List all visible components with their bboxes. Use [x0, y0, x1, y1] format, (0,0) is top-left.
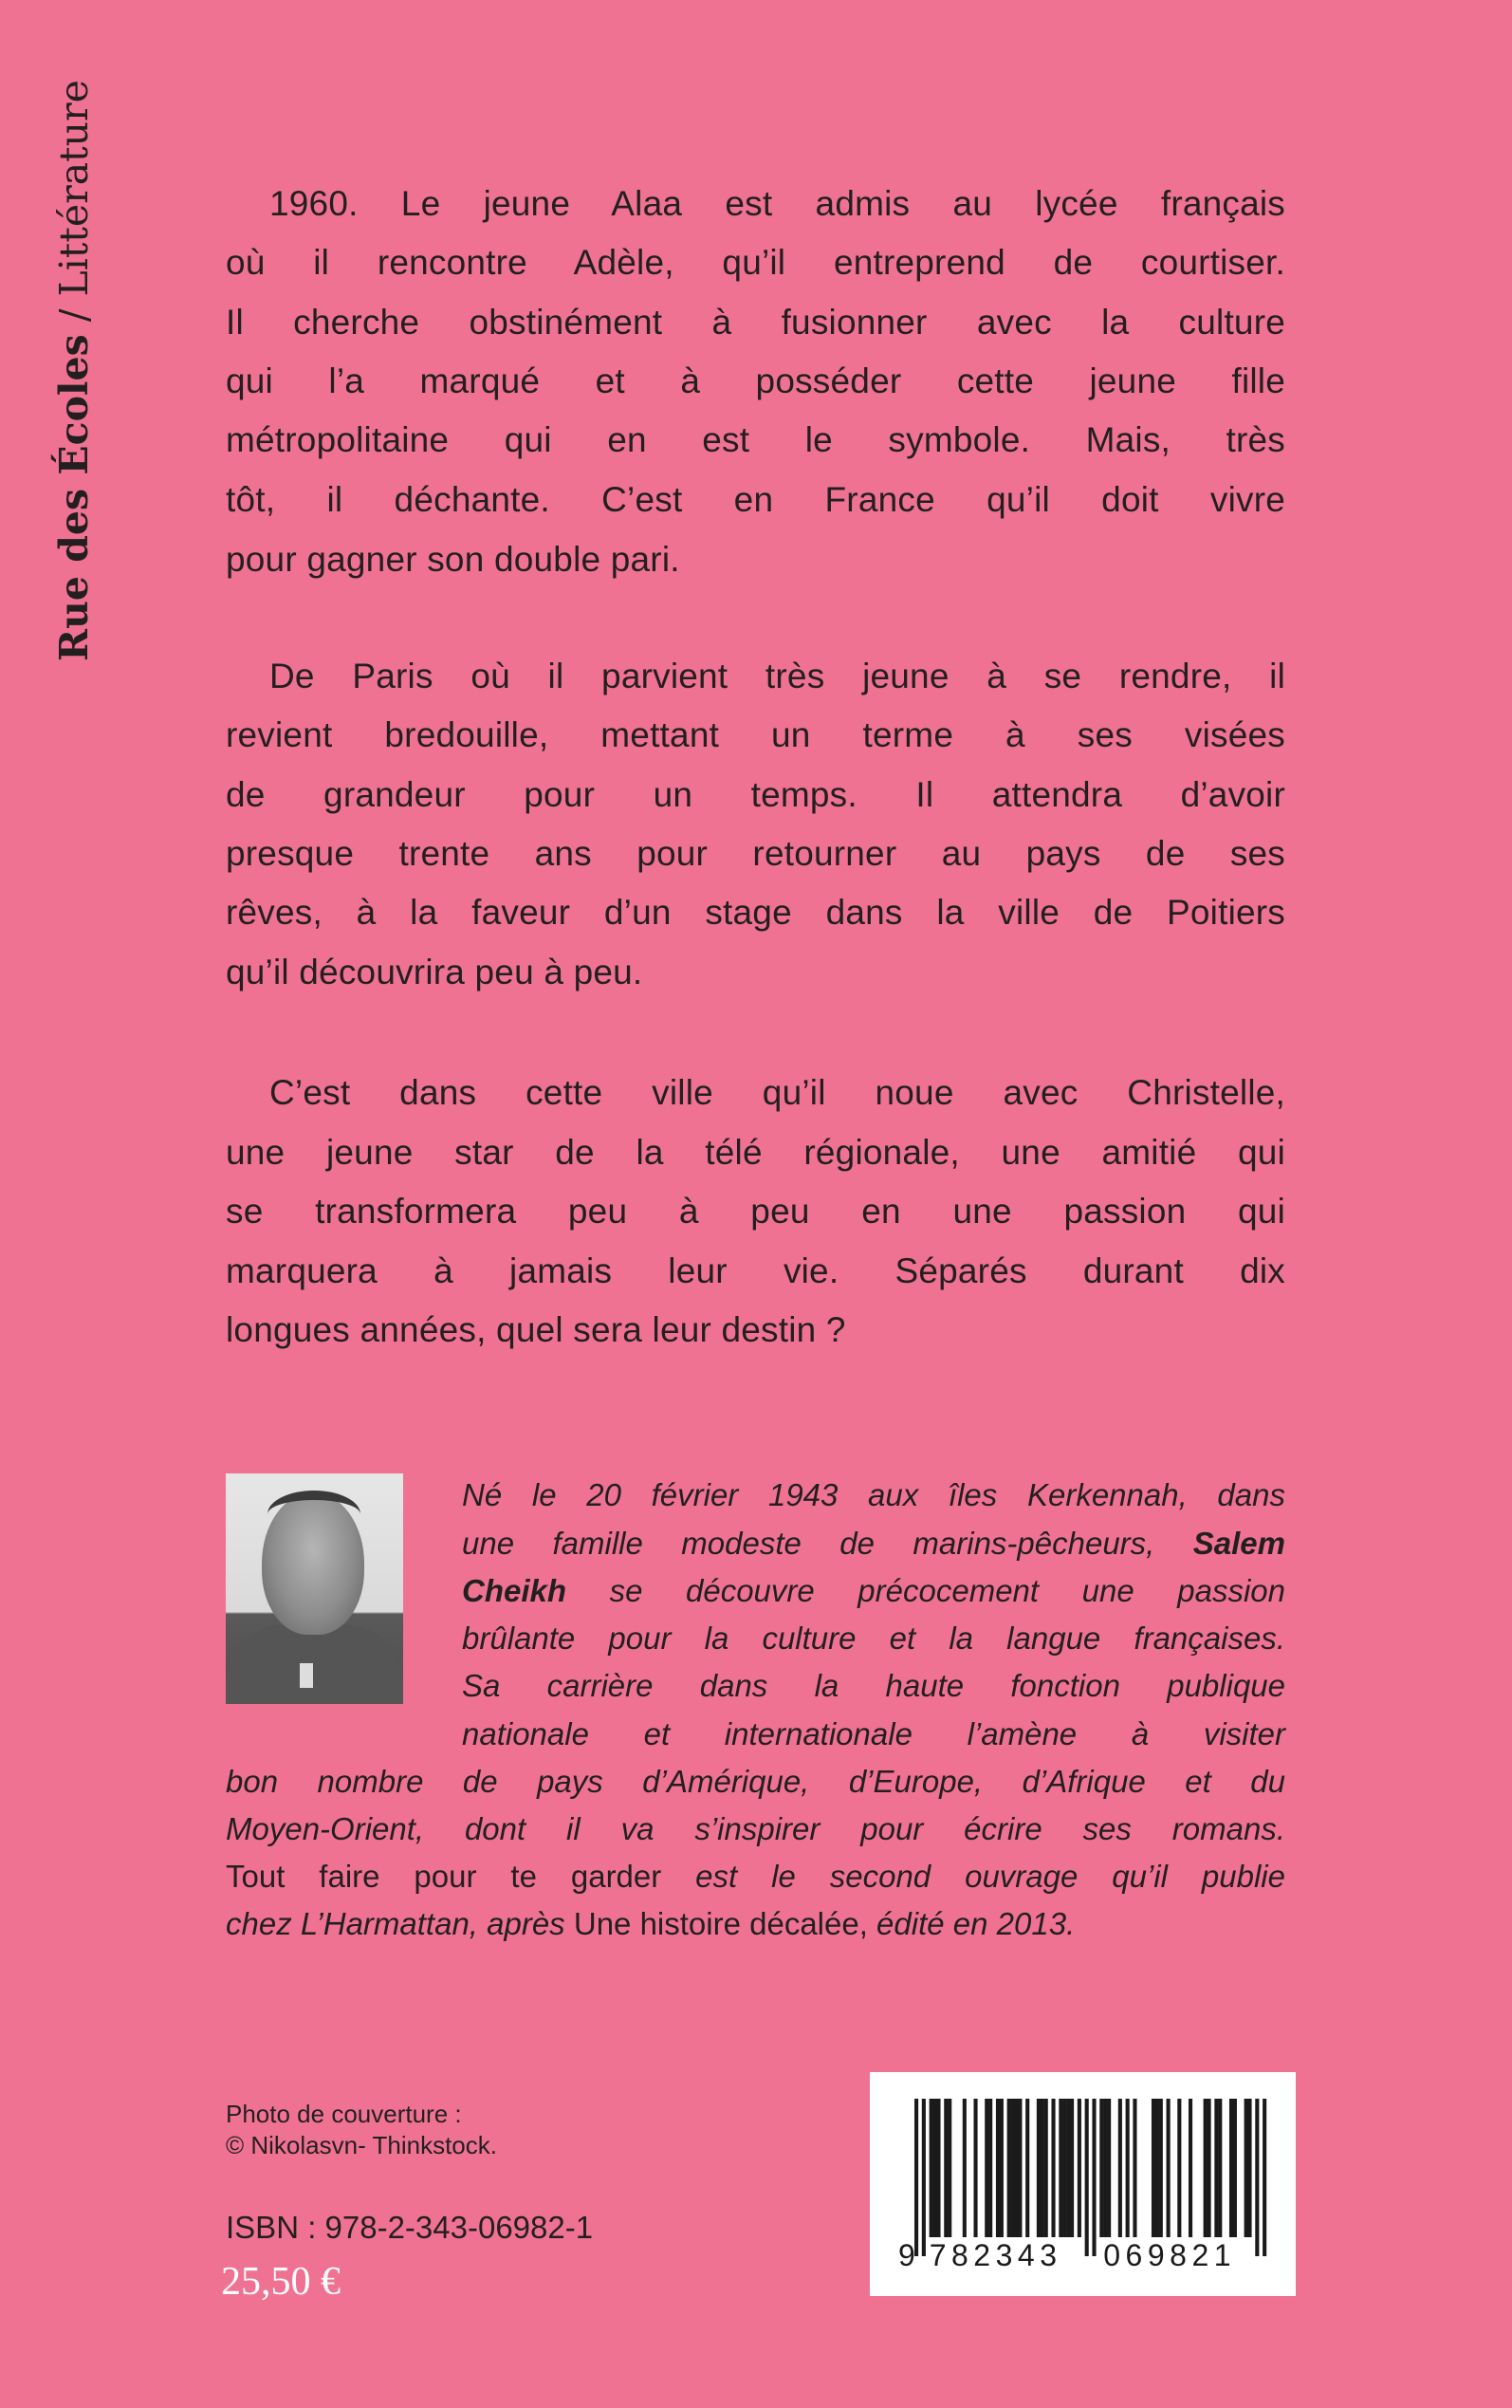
- photo-shoulders: [226, 1625, 403, 1704]
- isbn: ISBN : 978-2-343-06982-1: [226, 2210, 594, 2245]
- author-first-name: Salem: [1192, 1526, 1285, 1561]
- blurb-line: métropolitaine qui en est le symbole. Mais, très: [226, 420, 1285, 459]
- svg-text:069821: 069821: [1103, 2238, 1237, 2272]
- blurb-line: se transformera peu à peu en une passion qui: [226, 1192, 1285, 1231]
- blurb-line: C’est dans cette ville qu’il noue avec Christelle,: [269, 1073, 1285, 1112]
- svg-text:9: 9: [898, 2238, 921, 2272]
- author-photo: [226, 1473, 403, 1704]
- bio-line: Né le 20 février 1943 aux îles Kerkennah, dans: [462, 1477, 1285, 1512]
- blurb-line: presque trente ans pour retourner au pays de ses: [226, 834, 1285, 873]
- barcode: [870, 2072, 1296, 2296]
- blurb-line: marquera à jamais leur vie. Séparés durant dix: [226, 1251, 1285, 1290]
- collection-name: Littérature: [51, 80, 97, 297]
- bio-line: brûlante pour la culture et la langue françaises.: [462, 1621, 1285, 1656]
- bio-line: Moyen-Orient, dont il va s’inspirer pour écrire ses romans.: [226, 1811, 1285, 1846]
- blurb-line: une jeune star de la télé régionale, une amitié qui: [226, 1133, 1285, 1172]
- blurb-line: Il cherche obstinément à fusionner avec la culture: [226, 303, 1285, 342]
- bio-line: [226, 1858, 1285, 1896]
- bio-text: une famille modeste de marins-pêcheurs,: [462, 1526, 1193, 1561]
- photo-hair: [267, 1491, 360, 1538]
- author-last-name: Cheikh: [462, 1573, 567, 1608]
- barcode-bars: [870, 2072, 1296, 2296]
- bio-line: nationale et internationale l’amène à visiter: [462, 1716, 1285, 1751]
- blurb-line: de grandeur pour un temps. Il attendra d’avoir: [226, 775, 1285, 814]
- previous-book-title: Une histoire décalée,: [573, 1906, 868, 1941]
- bio-line: bon nombre de pays d’Amérique, d’Europe, d’Afrique et du: [226, 1764, 1285, 1799]
- blurb-line: où il rencontre Adèle, qu’il entreprend de courtiser.: [226, 243, 1285, 282]
- photo-credit-label: Photo de couverture :: [226, 2100, 462, 2128]
- blurb-line: pour gagner son double pari.: [226, 540, 680, 579]
- book-title: Tout faire pour te garder: [226, 1859, 662, 1894]
- blurb-line: qu’il découvrira peu à peu.: [226, 953, 643, 991]
- blurb-line: 1960. Le jeune Alaa est admis au lycée français: [269, 184, 1285, 223]
- blurb-line: rêves, à la faveur d’un stage dans la ville de Poitiers: [226, 893, 1285, 932]
- spine-label: [53, 80, 95, 661]
- blurb-line: qui l’a marqué et à posséder cette jeune fille: [226, 361, 1285, 400]
- svg-text:782343: 782343: [929, 2238, 1062, 2272]
- bio-text: chez L’Harmattan, après: [226, 1906, 574, 1941]
- bio-line: [462, 1525, 1285, 1563]
- bio-line: [226, 1905, 1285, 1943]
- bio-text: édité en 2013.: [867, 1906, 1076, 1941]
- photo-collar: [300, 1663, 313, 1688]
- bio-line: Sa carrière dans la haute fonction publique: [462, 1668, 1285, 1703]
- series-name: Rue des Écoles: [51, 334, 97, 661]
- blurb-line: De Paris où il parvient très jeune à se rendre, il: [269, 657, 1285, 695]
- price: 25,50 €: [221, 2260, 341, 2304]
- bio-text: est le second ouvrage qu’il publie: [661, 1859, 1285, 1894]
- bio-line: [462, 1572, 1285, 1610]
- spine-separator: /: [51, 296, 97, 335]
- blurb-line: tôt, il déchante. C’est en France qu’il doit vivre: [226, 480, 1285, 519]
- bio-text: se découvre précocement une passion: [566, 1573, 1285, 1608]
- blurb-line: revient bredouille, mettant un terme à ses visées: [226, 715, 1285, 754]
- blurb-line: longues années, quel sera leur destin ?: [226, 1310, 846, 1349]
- photo-credit: © Nikolasvn- Thinkstock.: [226, 2131, 497, 2159]
